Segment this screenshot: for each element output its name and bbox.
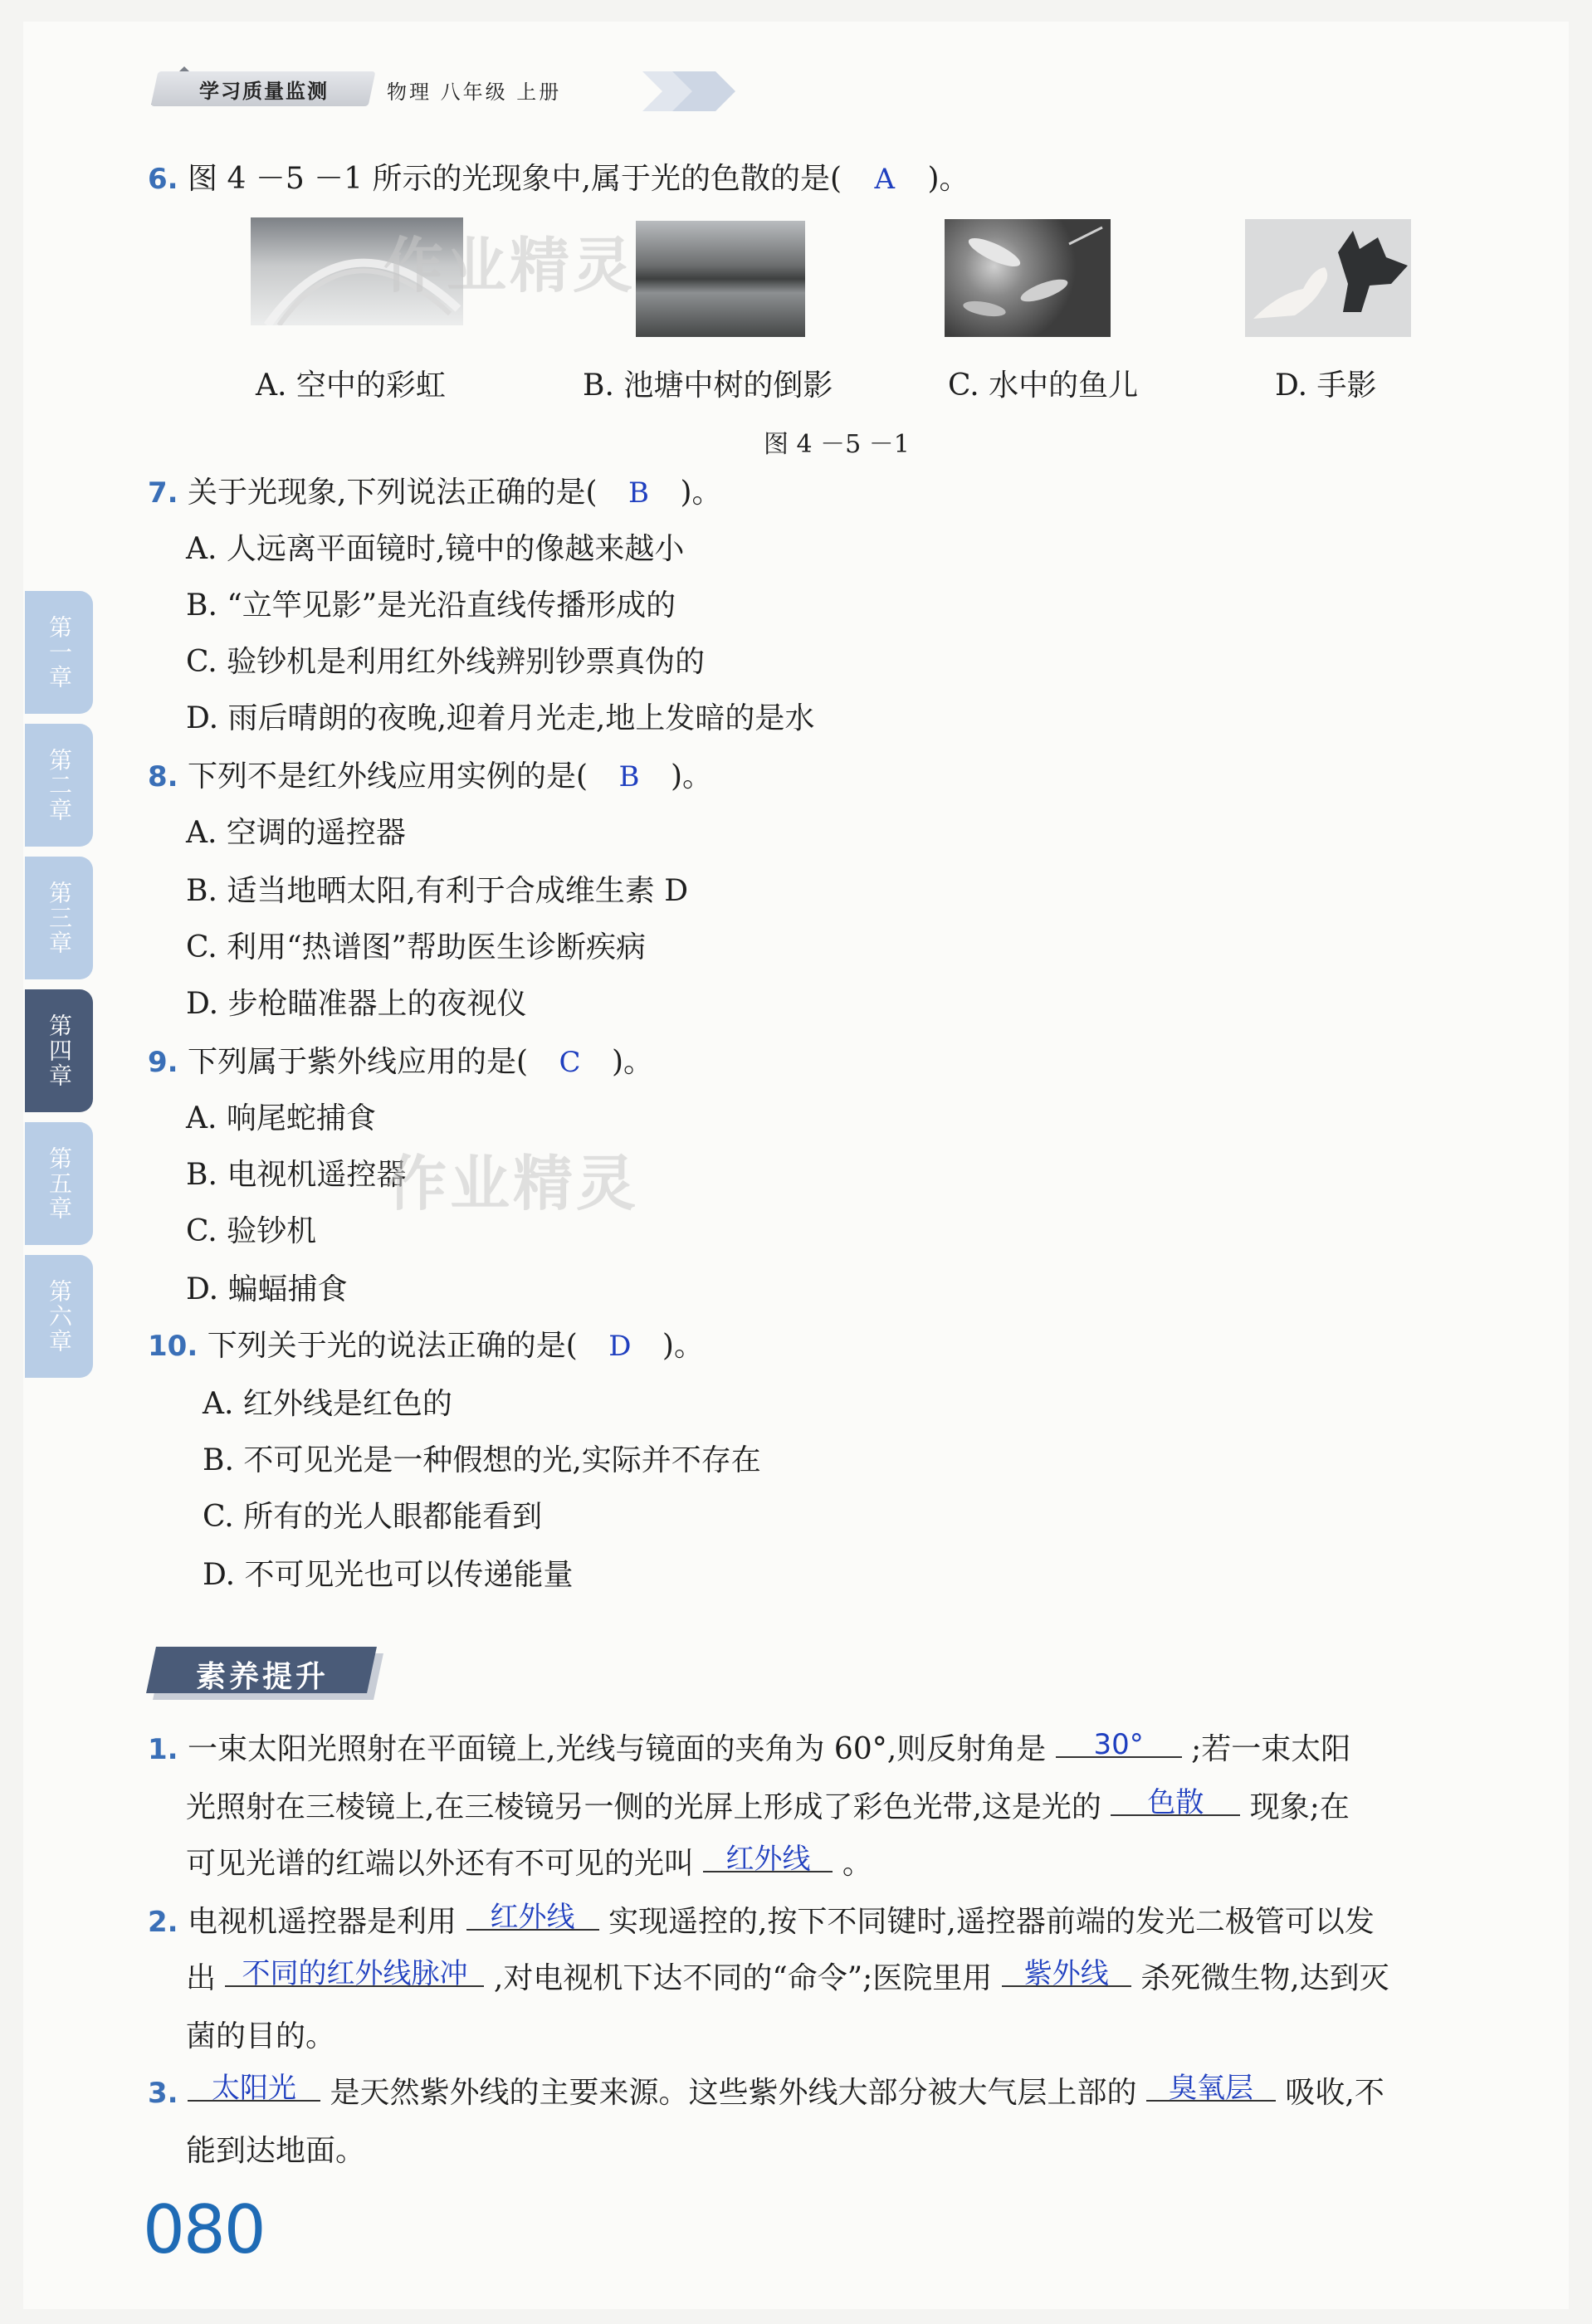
answer-handwritten: B (628, 476, 649, 510)
answer-blank (1146, 2070, 1276, 2105)
answer-blank (703, 1841, 833, 1876)
fill-question-1 (148, 1728, 1351, 1766)
option: B. “立竿见影”是光沿直线传播形成的 (186, 588, 676, 622)
question-text: 。 (842, 1847, 872, 1881)
option-c-caption: C. 水中的鱼儿 (948, 369, 1139, 403)
watermark: 作业精灵 (383, 231, 637, 300)
option: C. 所有的光人眼都能看到 (203, 1500, 543, 1534)
tab-chapter-1[interactable]: 第一章 (25, 591, 93, 714)
option-a-caption: A. 空中的彩虹 (256, 369, 446, 403)
option-d-caption: D. 手影 (1275, 369, 1377, 403)
figure-label: 图 4 －5 －1 (764, 430, 910, 459)
question-number: 9. (148, 1046, 178, 1079)
answer-handwritten: 色散 (1147, 1786, 1204, 1819)
fish-photo (945, 219, 1111, 337)
question-number: 6. (148, 163, 178, 196)
answer-handwritten: D (608, 1330, 632, 1363)
option: D. 步枪瞄准器上的夜视仪 (186, 987, 527, 1021)
tab-chapter-6[interactable]: 第六章 (25, 1255, 93, 1378)
answer-blank (225, 1955, 484, 1990)
answer-handwritten: 30° (1093, 1728, 1144, 1761)
hand-shadow-photo (1245, 219, 1411, 337)
question-text: 图 4 －5 －1 所示的光现象中,属于光的色散的是( (188, 162, 842, 196)
fill-question-1-line-2 (186, 1786, 1350, 1824)
fill-question-2-line-3: 菌的目的。 (186, 2019, 336, 2053)
option: C. 验钞机是利用红外线辨别钞票真伪的 (186, 645, 706, 679)
question-end: )。 (670, 759, 713, 793)
tab-chapter-5[interactable]: 第五章 (25, 1122, 93, 1245)
question-text: 一束太阳光照射在平面镜上,光线与镜面的夹角为 60°,则反射角是 (188, 1732, 1047, 1766)
answer-handwritten: 紫外线 (1023, 1957, 1109, 1990)
option: C. 验钞机 (186, 1214, 317, 1248)
fill-question-3 (148, 2072, 1384, 2110)
option: D. 蝙蝠捕食 (186, 1272, 348, 1306)
tab-chapter-4[interactable]: 第四章 (25, 989, 93, 1112)
double-chevron-icon (639, 66, 747, 116)
question-text: 下列不是红外线应用实例的是( (188, 759, 588, 793)
answer-blank (1111, 1784, 1240, 1819)
question-end: )。 (680, 476, 722, 510)
question-6 (148, 164, 969, 194)
option: A. 响尾蛇捕食 (186, 1101, 376, 1135)
option: B. 不可见光是一种假想的光,实际并不存在 (203, 1443, 761, 1477)
question-text: 下列关于光的说法正确的是( (207, 1329, 578, 1363)
fill-question-3-line-2: 能到达地面。 (186, 2134, 366, 2168)
question-end: )。 (927, 162, 969, 196)
option: A. 空调的遥控器 (186, 816, 406, 850)
question-number: 7. (148, 476, 178, 510)
answer-blank (1056, 1726, 1182, 1761)
option: A. 人远离平面镜时,镜中的像越来越小 (186, 532, 685, 566)
fill-question-2-line-2 (186, 1957, 1389, 1995)
answer-blank (1002, 1955, 1131, 1990)
tab-chapter-2[interactable]: 第二章 (25, 724, 93, 847)
watermark: 作业精灵 (387, 1149, 640, 1218)
question-number: 2. (148, 1906, 178, 1939)
question-text: 光照射在三棱镜上,在三棱镜另一侧的光屏上形成了彩色光带,这是光的 (186, 1790, 1101, 1824)
answer-blank (466, 1899, 599, 1934)
option: B. 电视机遥控器 (186, 1158, 407, 1192)
question-text: 出 (186, 1961, 217, 1995)
question-text: 下列属于紫外线应用的是( (188, 1045, 529, 1079)
option: C. 利用“热谱图”帮助医生诊断疾病 (186, 930, 646, 964)
question-end: )。 (662, 1329, 704, 1363)
option: B. 适当地晒太阳,有利于合成维生素 D (186, 874, 689, 908)
question-number: 3. (148, 2077, 178, 2110)
answer-handwritten: 太阳光 (212, 2072, 297, 2105)
answer-handwritten: 红外线 (725, 1843, 811, 1876)
answer-handwritten: B (618, 760, 640, 793)
answer-handwritten: A (874, 163, 896, 196)
question-end: )。 (612, 1045, 654, 1079)
question-9 (148, 1047, 653, 1077)
question-text: 吸收,不 (1285, 2076, 1384, 2110)
fill-question-1-line-3 (186, 1843, 872, 1881)
question-text: 电视机遥控器是利用 (188, 1905, 457, 1939)
answer-handwritten: 臭氧层 (1168, 2072, 1253, 2105)
question-text: 现象;在 (1249, 1790, 1350, 1824)
answer-handwritten: C (559, 1046, 581, 1079)
page-number: 080 (143, 2191, 265, 2268)
option: D. 雨后晴朗的夜晚,迎着月光走,地上发暗的是水 (186, 701, 815, 735)
question-text: 是天然紫外线的主要来源。这些紫外线大部分被大气层上部的 (330, 2076, 1137, 2110)
question-8 (148, 759, 713, 793)
option: A. 红外线是红色的 (203, 1387, 452, 1421)
question-text: 可见光谱的红端以外还有不可见的光叫 (186, 1847, 695, 1881)
answer-blank (188, 2070, 320, 2105)
question-7 (148, 478, 721, 508)
answer-handwritten: 不同的红外线脉冲 (242, 1957, 468, 1990)
option: D. 不可见光也可以传递能量 (203, 1558, 574, 1592)
header-subject: 物理 八年级 上册 (387, 81, 562, 104)
header-title: 学习质量监测 (199, 80, 329, 103)
question-number: 1. (148, 1733, 178, 1766)
question-text: 杀死微生物,达到灭 (1140, 1961, 1389, 1995)
pond-reflection-photo (636, 221, 805, 337)
question-number: 10. (148, 1330, 198, 1363)
answer-handwritten: 红外线 (490, 1901, 575, 1934)
question-text: 关于光现象,下列说法正确的是( (188, 476, 598, 510)
tab-chapter-3[interactable]: 第三章 (25, 857, 93, 979)
question-text: 实现遥控的,按下不同键时,遥控器前端的发光二极管可以发 (608, 1905, 1375, 1939)
question-number: 8. (148, 760, 178, 793)
option-b-caption: B. 池塘中树的倒影 (583, 369, 833, 403)
question-10 (148, 1331, 704, 1361)
fill-question-2 (148, 1901, 1375, 1939)
section-title: 素养提升 (196, 1660, 330, 1694)
question-text: ,对电视机下达不同的“命令”;医院里用 (493, 1961, 993, 1995)
question-text: ;若一束太阳 (1191, 1732, 1351, 1766)
